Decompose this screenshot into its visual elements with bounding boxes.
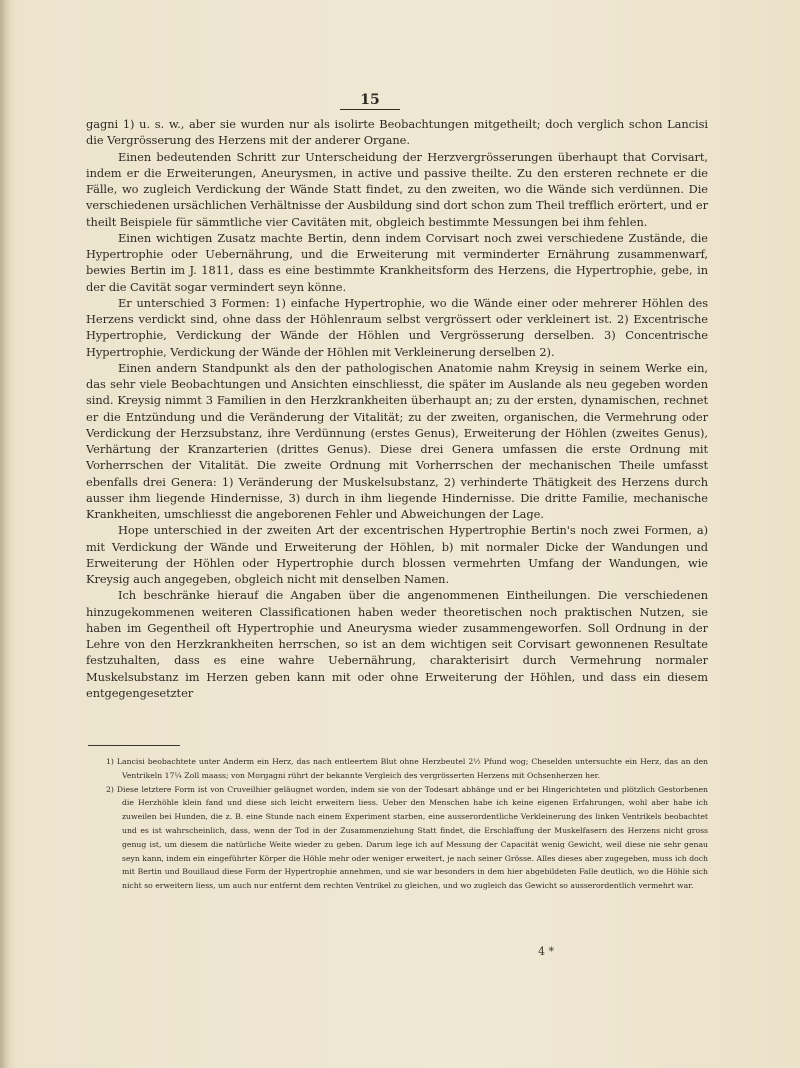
paragraph-3: Einen wichtigen Zusatz machte Bertin, denn indem Corvisart noch zwei verschiedene Zustände, die Hypertrophie oder Uebernährung, und die Erweiterung mit verminderter Ernährung zusammenwarf, bewies Bertin im J. 1811, dass es eine bestimmte Krankheitsform des Herzens, die Hypertrophie, gebe, in der die Cavität sogar vermindert seyn könne. <box>86 230 708 294</box>
paragraph-4: Er unterschied 3 Formen: 1) einfache Hypertrophie, wo die Wände einer oder mehrerer Höhlen des Herzens verdickt sind, ohne dass der Höhlenraum selbst vergrössert oder verkleinert ist. 2) Excentrische Hypertrophie, Verdickung der Wände der Höhlen und Vergrösserung derselben. 3) Concentrische Hypertrophie, Verdickung der Wände der Höhlen mit Verkleinerung derselben 2). <box>86 295 708 359</box>
main-text <box>86 116 708 701</box>
footnote-divider <box>88 745 180 746</box>
printer-signature-mark: 4 * <box>538 945 554 958</box>
footnote-1: 1) Lancisi beobachtete unter Anderm ein Herz, das nach entleertem Blut ohne Herzbeutel 2½ Pfund wog; Cheselden untersuchte ein Herz, das an den Ventrikeln 17¼ Zoll maass; von Morgagni rührt der bekannte Vergleich des vergrösserten Herzens mit Ochsenherzen her. <box>106 757 708 780</box>
paragraph-2: Einen bedeutenden Schritt zur Unterscheidung der Herzvergrösserungen überhaupt that Corvisart, indem er die Erweiterungen, Aneurysmen, in active und passive theilte. Zu den ersteren rechnete er die Fälle, wo zugleich Verdickung der Wände Statt findet, zu den zweiten, wo die Wände sich verdünnen. Die verschiedenen ursächlichen Verhältnisse der Ausbildung sind dort schon zum Theil trefflich erörtert, und er theilt Beispiele für sämmtliche vier Cavitäten mit, obgleich bestimmte Messungen bei ihm fehlen. <box>86 149 708 229</box>
paragraph-1: gagni 1) u. s. w., aber sie wurden nur als isolirte Beobachtungen mitgetheilt; doch verglich schon Lancisi die Vergrösserung des Herzens mit der anderer Organe. <box>86 117 708 148</box>
footnote-2: 2) Diese letztere Form ist von Cruveilhier geläugnet worden, indem sie von der Todesart abhänge und er bei Hingerichteten und plötzlich Gestorbenen die Herzhöhle klein fand und diese sich leicht erweitern liess. Ueber den Menschen habe ich keine eigenen Erfahrungen, wohl aber habe ich zuweilen bei Hunden, die z. B. eine Stunde nach einem Experiment starben, eine ausserordentliche Verkleinerung des linken Ventrikels beobachtet und es ist wahrscheinlich, dass, wenn der Tod in der Zusammenziehung Statt findet, die Erschlaffung der Muskelfasern des Herzens nicht gross genug ist, um diesem die natürliche Weite wieder zu geben. Darum lege ich auf Messung der Capacität wenig Gewicht, weil diese nie sehr genau seyn kann, indem ein eingeführter Körper die Höhle mehr oder weniger erweitert, je nach seiner Grösse. Alles dieses aber zugegeben, muss ich doch mit Bertin und Bouillaud diese Form der Hypertrophie annehmen, und sie war besonders in dem hier abgebildeten Falle deutlich, wo die Höhle sich nicht so erweitern liess, um auch nur entfernt dem rechten Ventrikel zu gleichen, und wo zugleich das Gewicht so ausserordentlich vermehrt war. <box>106 784 708 891</box>
footnotes <box>106 755 708 893</box>
paragraph-5: Einen andern Standpunkt als den der pathologischen Anatomie nahm Kreysig in seinem Werke ein, das sehr viele Beobachtungen und Ansichten einschliesst, die später im Auslande als neu gegeben worden sind. Kreysig nimmt 3 Familien in den Herzkrankheiten überhaupt an; zu der ersten, dynamischen, rechnet er die Entzündung und die Veränderung der Vitalität; zu der zweiten, organischen, die Vermehrung oder Verdickung der Herzsubstanz, ihre Verdünnung (erstes Genus), Erweiterung der Höhlen (zweites Genus), Verhärtung der Kranzarterien (drittes Genus). Diese drei Genera umfassen die erste Ordnung mit Vorherrschen der Vitalität. Die zweite Ordnung mit Vorherrschen der mechanischen Theile umfasst ebenfalls drei Genera: 1) Veränderung der Muskelsubstanz, 2) verhinderte Thätigkeit des Herzens durch ausser ihm liegende Hindernisse, 3) durch in ihm liegende Hindernisse. Die dritte Familie, mechanische Krankheiten, umschliesst die angeborenen Fehler und Abweichungen der Lage. <box>86 360 708 521</box>
page-gutter-shadow <box>0 0 10 1068</box>
paragraph-7: Ich beschränke hierauf die Angaben über die angenommenen Eintheilungen. Die verschiedenen hinzugekommenen weiteren Classificationen haben weder theoretischen noch praktischen Nutzen, sie haben im Gegentheil oft Hypertrophie und Aneurysma wieder zusammengeworfen. Soll Ordnung in der Lehre von den Herzkrankheiten herrschen, so ist an dem wichtigen seit Corvisart gewonnenen Resultate festzuhalten, dass es eine wahre Uebernährung, charakterisirt durch Vermehrung normaler Muskelsubstanz im Herzen geben kann mit oder ohne Erweiterung der Höhlen, und dass ein diesem entgegengesetzter <box>86 588 708 700</box>
page-number: 15 <box>340 92 400 110</box>
paragraph-6: Hope unterschied in der zweiten Art der excentrischen Hypertrophie Bertin's noch zwei Formen, a) mit Verdickung der Wände und Erweiterung der Höhlen, b) mit normaler Dicke der Wandungen und Erweiterung der Höhlen oder Hypertrophie durch blossen vermehrten Umfang der Wandungen, wie Kreysig auch angegeben, obgleich nicht mit denselben Namen. <box>86 523 708 586</box>
